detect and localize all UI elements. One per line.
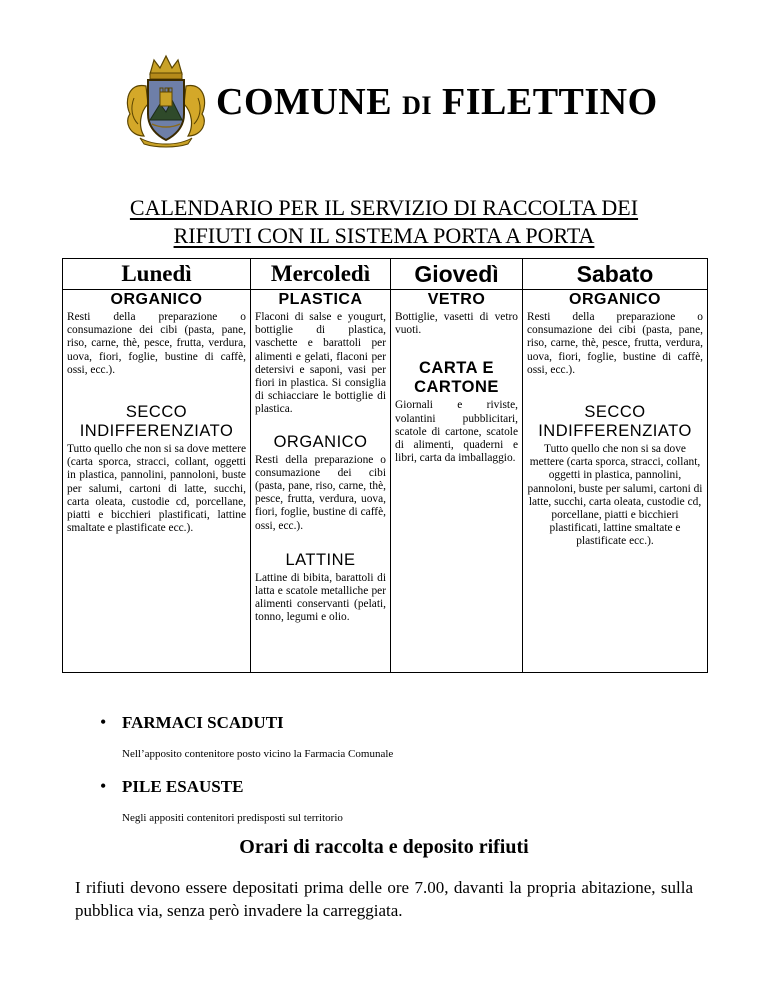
wednesday-cell [251, 290, 391, 673]
collection-calendar-table [62, 258, 708, 673]
bullet-icon: • [100, 712, 107, 732]
org-prefix: COMUNE [216, 81, 393, 123]
wednesday-category-plastica: PLASTICA [278, 291, 363, 308]
day-header-monday: Lunedì [63, 259, 251, 290]
monday-category-organico: ORGANICO [110, 291, 203, 308]
thursday-category-vetro: VETRO [427, 291, 486, 308]
coat-of-arms-logo [120, 52, 212, 148]
day-header-thursday: Giovedì [391, 259, 523, 290]
thursday-desc-carta: Giornali e riviste, volantini pubblicitari, scatole di cartone, scatole di alimenti, quaderni e libri, carta da imballaggio. [395, 399, 518, 465]
saturday-desc-secco: Tutto quello che non si sa dove mettere (carta sporca, stracci, collant, oggetti in plastica, pannolini, pannoloni, buste per salumi, cartoni di latte, succhi, carta oleata, custodie cd, porcellane, piatti e bicchieri plastificati, lattine smaltate e plastificate ecc.). [527, 443, 703, 548]
municipality-name [216, 80, 658, 124]
title-line-1: CALENDARIO PER IL SERVIZIO DI RACCOLTA DEI [129, 195, 639, 220]
thursday-cell [391, 290, 523, 673]
saturday-category-organico: ORGANICO [569, 291, 661, 308]
day-content-row [63, 290, 708, 673]
title-line-2: RIFIUTI CON IL SISTEMA PORTA A PORTA [173, 223, 595, 248]
monday-desc-organico: Resti della preparazione o consumazione dei cibi (pasta, pane, riso, carne, thè, pesce, frutta, verdura, uova, fiori, foglie, bustine di caffè, ossi, ecc.). [67, 311, 246, 376]
document-title [60, 194, 708, 250]
day-header-row [63, 259, 708, 290]
document-header [120, 52, 680, 152]
schedule-heading: Orari di raccolta e deposito rifiuti [239, 836, 529, 858]
list-item-note: Nell’apposito contenitore posto vicino la Farmacia Comunale [122, 748, 394, 760]
thursday-desc-vetro: Bottiglie, vasetti di vetro vuoti. [395, 311, 518, 337]
saturday-desc-organico: Resti della preparazione o consumazione dei cibi (pasta, pane, riso, carne, thè, pesce, frutta, verdura, uova, fiori, foglie, bustine di caffè, ossi, ecc.). [527, 311, 703, 376]
bullet-icon: • [100, 776, 107, 796]
saturday-category-secco: SECCO INDIFFERENZIATO [538, 403, 692, 441]
monday-category-secco: SECCO INDIFFERENZIATO [79, 403, 234, 441]
wednesday-desc-plastica: Flaconi di salse e yougurt, bottiglie di plastica, vaschette e barattoli per alimenti e gelati, flaconi per detersivi e saponi, vasi per fiori in plastica. Si consiglia di schiacciare le bottiglie di plastica. [255, 311, 386, 416]
wednesday-desc-lattine: Lattine di bibita, barattoli di latta e scatole metalliche per alimenti conservanti (pelati, tonno, legumi e olio. [255, 571, 386, 624]
list-item-note: Negli appositi contenitori predisposti sul territorio [122, 812, 343, 824]
day-header-saturday: Sabato [523, 259, 708, 290]
monday-cell [63, 290, 251, 673]
wednesday-category-organico: ORGANICO [273, 432, 368, 451]
schedule-paragraph: I rifiuti devono essere depositati prima delle ore 7.00, davanti la propria abitazione, sulla pubblica via, senza però invadere la carreggiata. [75, 878, 693, 920]
org-name: FILETTINO [442, 81, 658, 123]
monday-desc-secco: Tutto quello che non si sa dove mettere (carta sporca, stracci, collant, oggetti in plastica, pannolini, pannoloni, buste per salumi, cartoni di latte, succhi, carta oleata, custodie cd, porcellane, piatti e bicchieri plastificati, lattine smaltate e plastificate ecc.). [67, 443, 246, 535]
wednesday-desc-organico: Resti della preparazione o consumazione dei cibi (pasta, pane, riso, carne, thè, pesce, frutta, verdura, uova, fiori, foglie, bustine di caffè, ossi, ecc.). [255, 453, 386, 532]
thursday-category-carta: CARTA E CARTONE [414, 359, 499, 397]
list-item-label: FARMACI SCADUTI [122, 713, 284, 732]
saturday-cell [523, 290, 708, 673]
day-header-wednesday: Mercoledì [251, 259, 391, 290]
org-di: DI [402, 91, 433, 120]
list-item-label: PILE ESAUSTE [122, 777, 244, 796]
wednesday-category-lattine: LATTINE [285, 550, 356, 569]
